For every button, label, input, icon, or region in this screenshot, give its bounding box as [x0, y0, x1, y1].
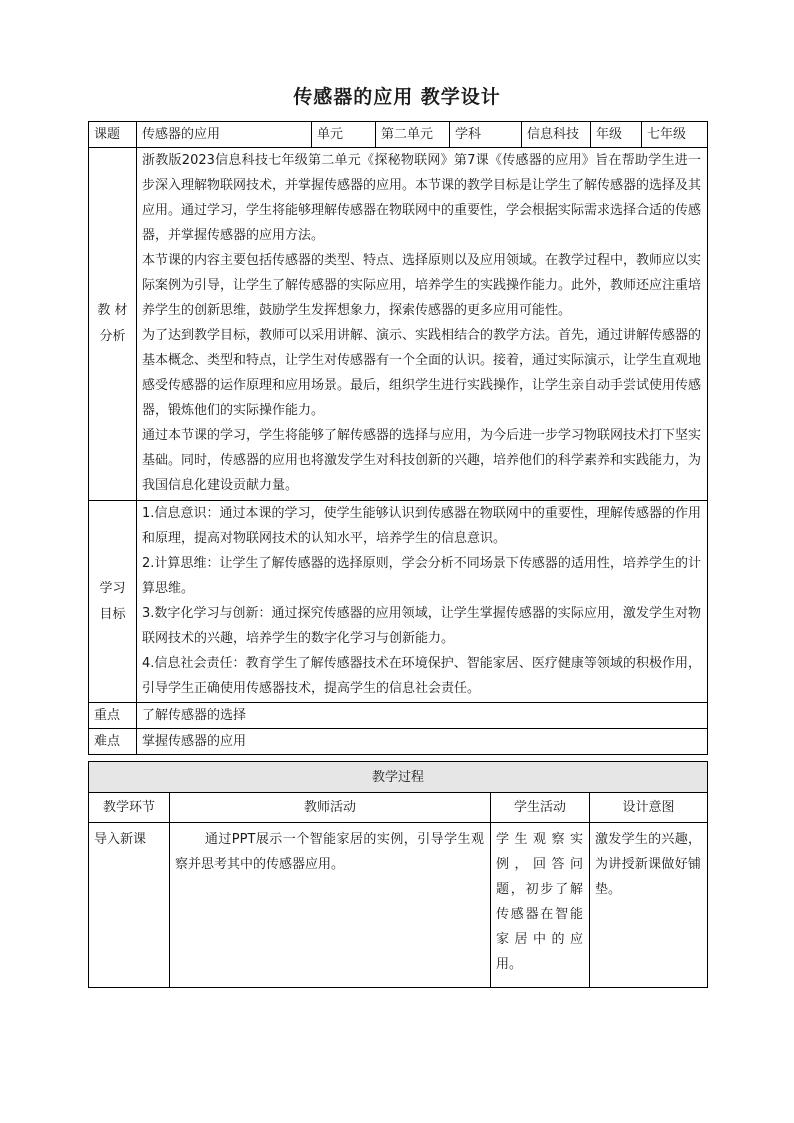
column-header: 学生活动	[491, 793, 590, 823]
objectives-label-line1: 学习	[99, 580, 126, 596]
key-point-value: 了解传感器的选择	[137, 703, 708, 729]
info-row	[89, 122, 708, 148]
column-header: 教师活动	[170, 793, 491, 823]
objective-item: 3.数字化学习与创新：通过探究传感器的应用领域，让学生掌握传感器的实际应用，激发学生对物联网技术的兴趣，培养学生的数字化学习与创新能力。	[142, 606, 701, 646]
objectives-row	[89, 501, 708, 703]
analysis-paragraph: 通过本节课的学习，学生将能够了解传感器的选择与应用，为今后进一步学习物联网技术打下坚实基础。同时，传感器的应用也将激发学生对科技创新的兴趣，培养他们的科学素养和实践能力，为我国信息化建设贡献力量。	[142, 428, 702, 493]
info-table	[88, 121, 708, 755]
objectives-label	[89, 501, 137, 703]
grade-label: 年级	[591, 122, 642, 148]
grade-value: 七年级	[642, 122, 708, 148]
analysis-paragraph: 浙教版2023信息科技七年级第二单元《探秘物联网》第7课《传感器的应用》旨在帮助学生进一步深入理解物联网技术，并掌握传感器的应用。本节课的教学目标是让学生了解传感器的选择及其应用。通过学习，学生将能够理解传感器在物联网中的重要性，学会根据实际需求选择合适的传感器，并掌握传感器的应用方法。	[142, 153, 702, 243]
objective-item: 4.信息社会责任：教育学生了解传感器技术在环境保护、智能家居、医疗健康等领域的积极作用，引导学生正确使用传感器技术，提高学生的信息社会责任。	[142, 656, 701, 696]
difficulty-row	[89, 729, 708, 755]
analysis-row	[89, 148, 708, 501]
analysis-label-line1: 教 材	[97, 303, 128, 318]
process-table	[88, 761, 708, 988]
objectives-label-line2: 目标	[99, 606, 126, 622]
design-intent-cell	[590, 823, 708, 988]
key-point-row	[89, 703, 708, 729]
teacher-activity-text: 通过PPT展示一个智能家居的实例，引导学生观察并思考其中的传感器应用。	[175, 832, 484, 872]
unit-value: 第二单元	[376, 122, 450, 148]
page-title: 传感器的应用 教学设计	[293, 86, 501, 108]
design-intent-text: 激发学生的兴趣，为讲授新课做好铺垫。	[595, 832, 702, 897]
process-heading: 教学过程	[89, 762, 708, 793]
stage-cell: 导入新课	[89, 823, 170, 988]
subject-label: 学科	[450, 122, 522, 148]
analysis-label	[89, 148, 137, 501]
key-point-label: 重点	[89, 703, 137, 729]
subject-value: 信息科技	[522, 122, 591, 148]
objective-item: 1.信息意识：通过本课的学习，使学生能够认识到传感器在物联网中的重要性，理解传感器的作用和原理，提高对物联网技术的认知水平，培养学生的信息意识。	[142, 506, 701, 546]
topic-value: 传感器的应用	[137, 122, 312, 148]
process-row	[89, 823, 708, 988]
analysis-label-line2: 分析	[99, 329, 126, 344]
unit-label: 单元	[312, 122, 376, 148]
student-activity-cell	[491, 823, 590, 988]
student-activity-text: 学生观察实例，回答问题，初步了解传感器在智能家居中的应用。	[496, 832, 583, 972]
analysis-paragraph: 为了达到教学目标，教师可以采用讲解、演示、实践相结合的教学方法。首先，通过讲解传感器的基本概念、类型和特点，让学生对传感器有一个全面的认识。接着，通过实际演示，让学生直观地感受传感器的运作原理和应用场景。最后，组织学生进行实践操作，让学生亲自动手尝试使用传感器，锻炼他们的实际操作能力。	[142, 328, 702, 418]
objective-item: 2.计算思维：让学生了解传感器的选择原则，学会分析不同场景下传感器的适用性，培养学生的计算思维。	[142, 556, 701, 596]
process-column-header-row	[89, 793, 708, 823]
column-header: 设计意图	[590, 793, 708, 823]
column-header: 教学环节	[89, 793, 170, 823]
difficulty-value: 掌握传感器的应用	[137, 729, 708, 755]
process-heading-row	[89, 762, 708, 793]
teacher-activity-cell	[170, 823, 491, 988]
objectives-content	[137, 501, 708, 703]
analysis-content	[137, 148, 708, 501]
difficulty-label: 难点	[89, 729, 137, 755]
topic-label: 课题	[89, 122, 137, 148]
analysis-paragraph: 本节课的内容主要包括传感器的类型、特点、选择原则以及应用领域。在教学过程中，教师应以实际案例为引导，让学生了解传感器的实际应用，培养学生的实践操作能力。此外，教师还应注重培养学生的创新思维，鼓励学生发挥想象力，探索传感器的更多应用可能性。	[142, 253, 702, 318]
